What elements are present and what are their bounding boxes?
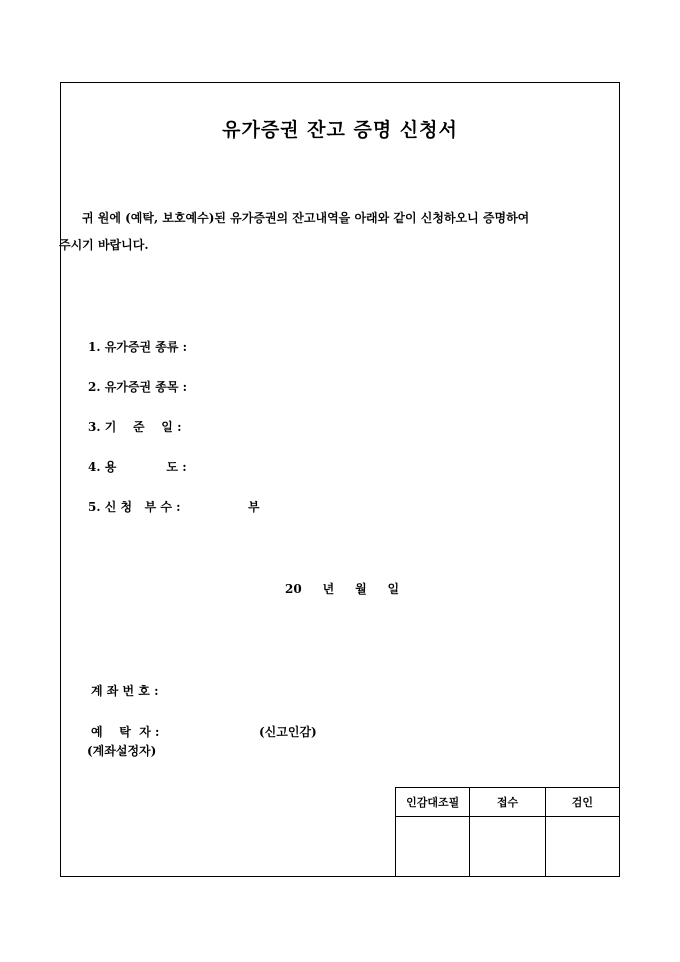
item-value: 부	[248, 500, 260, 514]
stamp-header-inspection: 검인	[545, 788, 619, 817]
account-number-label: 계 좌 번 호 :	[91, 684, 159, 698]
item-label: 5. 신 청 부 수 :	[88, 500, 181, 514]
account-holder-label: (계좌설정자)	[87, 744, 157, 758]
item-label: 4. 용 도 :	[88, 460, 187, 474]
stamp-cell-receipt	[470, 817, 545, 878]
document-title: 유가증권 잔고 증명 신청서	[222, 119, 458, 141]
item-security-type	[88, 338, 187, 355]
item-label: 2. 유가증권 종목 :	[88, 380, 188, 394]
depositor-label: 예 탁 자 :	[91, 725, 160, 739]
document-frame	[60, 82, 620, 877]
item-base-date	[88, 418, 182, 435]
intro-line-1: 귀 원에 (예탁, 보호예수)된 유가증권의 잔고내역을 아래와 같이 신청하오니 증명하여	[82, 211, 530, 225]
item-label: 3. 기 준 일 :	[88, 420, 182, 434]
approval-stamp-table	[395, 787, 619, 877]
intro-paragraph	[59, 205, 614, 259]
item-label: 1. 유가증권 종류 :	[88, 340, 188, 354]
stamp-header-receipt: 접수	[470, 788, 545, 817]
intro-line-2: 주시기 바랍니다.	[59, 238, 149, 252]
date-line: 20 년 월 일	[285, 582, 400, 596]
item-copies	[88, 498, 260, 515]
item-security-name	[88, 378, 187, 395]
item-purpose	[88, 458, 187, 475]
stamp-cell-inspection	[545, 817, 619, 878]
stamp-cell-seal-check	[396, 817, 470, 878]
seal-label: (신고인감)	[259, 725, 317, 739]
stamp-header-seal-check: 인감대조필	[396, 788, 470, 817]
